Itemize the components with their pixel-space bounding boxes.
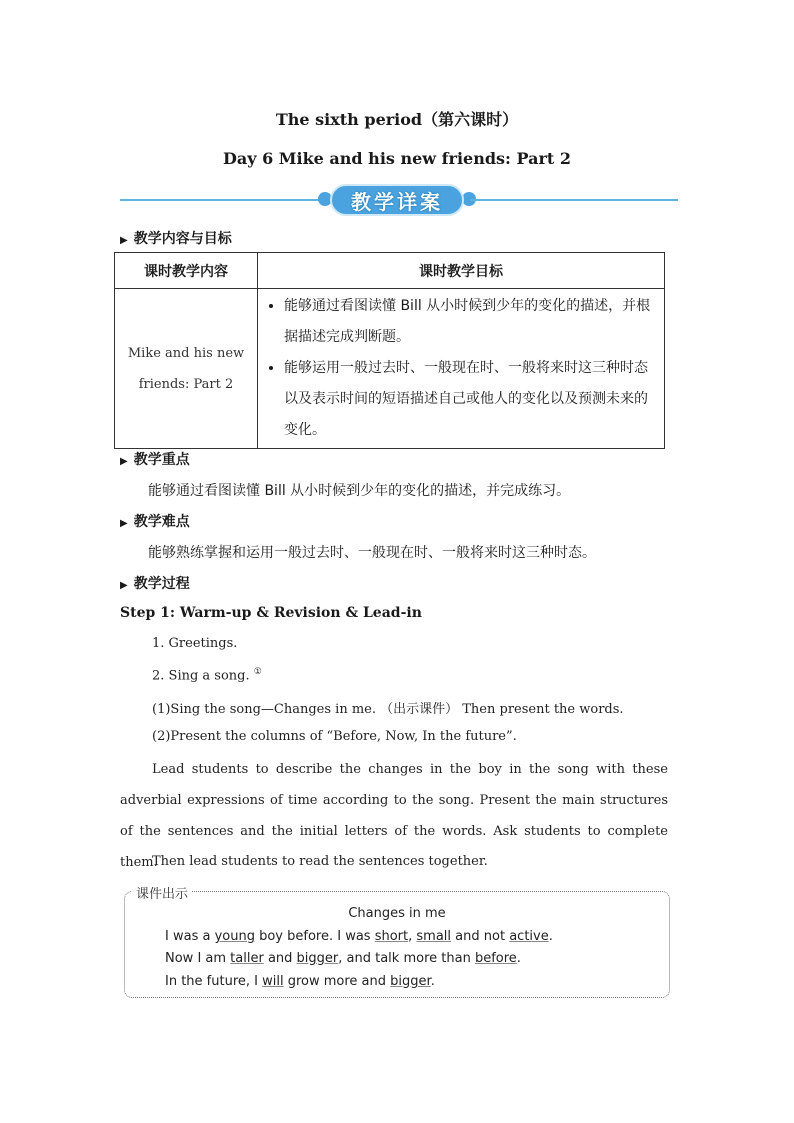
- slide-label: 课件出示: [132, 883, 192, 902]
- slide-blank-word: bigger: [296, 951, 339, 966]
- triangle-bullet-icon: ▶: [120, 580, 128, 591]
- difficulties-text: 能够熟练掌握和运用一般过去时、一般现在时、一般将来时这三种时态。: [148, 545, 596, 561]
- section-label: 教学内容与目标: [133, 231, 232, 247]
- slide-blank-word: short: [374, 929, 409, 944]
- table-header-content: 课时教学内容: [115, 253, 258, 289]
- section-heading-difficulties: [120, 511, 190, 531]
- slide-blank-word: young: [214, 929, 255, 944]
- lesson-subtitle: Day 6 Mike and his new friends: Part 2: [222, 149, 571, 168]
- slide-blank-word: before: [474, 951, 517, 966]
- banner-rule-left: [120, 199, 325, 201]
- footnote-mark: ①: [253, 667, 262, 677]
- slide-text: grow more and: [283, 974, 391, 989]
- slide-text: .: [430, 974, 435, 989]
- section-heading-content-goals: [120, 228, 232, 248]
- step-subitem-2: (2)Present the columns of “Before, Now, In the future”.: [152, 729, 517, 744]
- slide-blank-word: taller: [230, 951, 264, 966]
- slide-text: Now I am: [165, 951, 231, 966]
- section-label: 教学过程: [133, 576, 190, 592]
- slide-text: ,: [408, 929, 417, 944]
- lead-paragraph: Lead students to describe the changes in the boy in the song with these adverbial expressions of time according to the song. Present the main structures of the sentences and the initial letters of the words. Ask students to complete them.: [120, 762, 668, 870]
- slide-text: , and talk more than: [338, 951, 475, 966]
- triangle-bullet-icon: ▶: [120, 235, 128, 246]
- table-cell-content: [115, 289, 258, 449]
- read-together-text: Then lead students to read the sentences together.: [152, 854, 488, 869]
- slide-title: Changes in me: [348, 906, 446, 921]
- content-line: friends: Part 2: [138, 376, 234, 392]
- goal-item: • 能够运用一般过去时、一般现在时、一般将来时这三种时态以及表示时间的短语描述自己或他人的变化以及预测未来的变化。: [284, 353, 658, 446]
- step-item-greetings: 1. Greetings.: [152, 636, 238, 651]
- slide-line-3: [165, 974, 435, 989]
- table-cell-goals: [258, 289, 665, 449]
- banner-text: 教学详案: [351, 189, 443, 214]
- slide-text: In the future, I: [165, 974, 263, 989]
- step-item-text: 2. Sing a song.: [152, 668, 250, 684]
- step1-heading: Step 1: Warm-up & Revision & Lead-in: [120, 605, 422, 621]
- slide-text: .: [548, 929, 553, 944]
- section-banner: [330, 184, 464, 216]
- slide-line-1: [165, 929, 553, 944]
- slide-text: .: [516, 951, 521, 966]
- slide-text: and: [263, 951, 297, 966]
- table-header-goals: 课时教学目标: [258, 253, 665, 289]
- step-subitem-1: (1)Sing the song—Changes in me. （出示课件） Then present the words.: [152, 702, 624, 717]
- triangle-bullet-icon: ▶: [120, 456, 128, 467]
- slide-blank-word: will: [262, 974, 284, 989]
- slide-text: I was a: [165, 929, 215, 944]
- slide-blank-word: bigger: [390, 974, 431, 989]
- slide-text: and not: [451, 929, 510, 944]
- slide-line-2: [165, 951, 521, 966]
- section-label: 教学重点: [133, 452, 190, 468]
- content-line: Mike and his new: [127, 345, 245, 361]
- slide-blank-word: active: [509, 929, 549, 944]
- triangle-bullet-icon: ▶: [120, 518, 128, 529]
- key-points-text: 能够通过看图读懂 Bill 从小时候到少年的变化的描述，并完成练习。: [148, 483, 571, 499]
- slide-blank-word: small: [416, 929, 452, 944]
- step-item-sing: [152, 667, 262, 683]
- goal-item: • 能够通过看图读懂 Bill 从小时候到少年的变化的描述，并根据描述完成判断题。: [284, 291, 658, 353]
- goals-table: [114, 252, 665, 449]
- slide-text: boy before. I was: [254, 929, 375, 944]
- section-label: 教学难点: [133, 514, 190, 530]
- page-title: The sixth period（第六课时）: [275, 110, 519, 129]
- banner-rule-right: [470, 199, 678, 201]
- section-heading-process: [120, 573, 190, 593]
- section-heading-key-points: [120, 449, 190, 469]
